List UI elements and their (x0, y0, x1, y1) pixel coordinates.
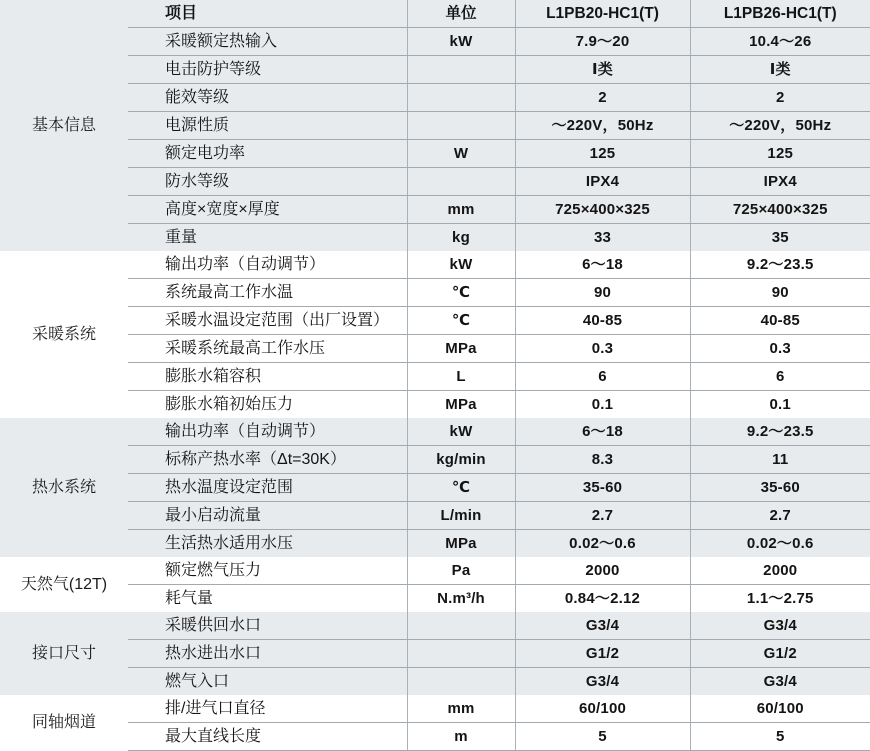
unit-cell (407, 612, 515, 640)
item-cell: 重量 (128, 224, 407, 252)
item-cell: 高度×宽度×厚度 (128, 196, 407, 224)
value-cell-model2: 60/100 (690, 695, 870, 723)
unit-cell: ℃ (407, 279, 515, 307)
column-header-model2: L1PB26-HC1(T) (690, 0, 870, 28)
value-cell-model1: 60/100 (515, 695, 690, 723)
value-cell-model2: 5 (690, 723, 870, 751)
item-cell: 采暖额定热输入 (128, 28, 407, 56)
value-cell-model2: Ⅰ类 (690, 56, 870, 84)
table-row (0, 391, 870, 419)
item-cell: 额定电功率 (128, 140, 407, 168)
item-cell: 采暖供回水口 (128, 612, 407, 640)
value-cell-model1: 35-60 (515, 474, 690, 502)
unit-cell (407, 640, 515, 668)
table-row (0, 28, 870, 56)
unit-cell: ℃ (407, 474, 515, 502)
value-cell-model1: 2 (515, 84, 690, 112)
value-cell-model1: 33 (515, 224, 690, 252)
value-cell-model1: 125 (515, 140, 690, 168)
value-cell-model2: ～220V，50Hz (690, 112, 870, 140)
unit-cell: mm (407, 196, 515, 224)
unit-cell (407, 112, 515, 140)
item-cell: 排/进气口直径 (128, 695, 407, 723)
unit-cell (407, 56, 515, 84)
item-cell: 最大直线长度 (128, 723, 407, 751)
unit-cell: Pa (407, 557, 515, 585)
value-cell-model2: 11 (690, 446, 870, 474)
value-cell-model2: 90 (690, 279, 870, 307)
column-header-item: 项目 (128, 0, 407, 28)
value-cell-model1: 2.7 (515, 502, 690, 530)
value-cell-model2: 40-85 (690, 307, 870, 335)
item-cell: 系统最高工作水温 (128, 279, 407, 307)
value-cell-model1: G3/4 (515, 668, 690, 696)
item-cell: 耗气量 (128, 585, 407, 613)
section-4 (0, 612, 870, 695)
unit-cell: MPa (407, 530, 515, 558)
column-header-unit: 单位 (407, 0, 515, 28)
table-row (0, 363, 870, 391)
item-cell: 额定燃气压力 (128, 557, 407, 585)
category-cell: 采暖系统 (0, 251, 128, 418)
section-5 (0, 695, 870, 751)
item-cell: 能效等级 (128, 84, 407, 112)
column-header-model1: L1PB20-HC1(T) (515, 0, 690, 28)
unit-cell: L/min (407, 502, 515, 530)
table-row (0, 196, 870, 224)
table-row (0, 502, 870, 530)
value-cell-model1: 90 (515, 279, 690, 307)
unit-cell: L (407, 363, 515, 391)
unit-cell: kg (407, 224, 515, 252)
unit-cell: kW (407, 28, 515, 56)
unit-cell: kW (407, 418, 515, 446)
unit-cell: mm (407, 695, 515, 723)
value-cell-model2: IPX4 (690, 168, 870, 196)
item-cell: 燃气入口 (128, 668, 407, 696)
table-row (0, 557, 870, 585)
table-row (0, 723, 870, 751)
value-cell-model2: 9.2～23.5 (690, 418, 870, 446)
table-row (0, 84, 870, 112)
table-row (0, 307, 870, 335)
section-1 (0, 251, 870, 418)
item-cell: 膨胀水箱初始压力 (128, 391, 407, 419)
unit-cell (407, 168, 515, 196)
table-row (0, 56, 870, 84)
table-row (0, 640, 870, 668)
value-cell-model2: 0.1 (690, 391, 870, 419)
unit-cell: W (407, 140, 515, 168)
category-cell: 基本信息 (0, 0, 128, 251)
value-cell-model2: 725×400×325 (690, 196, 870, 224)
value-cell-model1: 0.3 (515, 335, 690, 363)
value-cell-model1: 7.9～20 (515, 28, 690, 56)
value-cell-model1: 6～18 (515, 418, 690, 446)
value-cell-model1: ～220V，50Hz (515, 112, 690, 140)
table-row (0, 530, 870, 558)
value-cell-model1: G3/4 (515, 612, 690, 640)
category-cell: 热水系统 (0, 418, 128, 557)
table-row (0, 612, 870, 640)
value-cell-model1: 40-85 (515, 307, 690, 335)
category-cell: 天然气(12T) (0, 557, 128, 612)
item-cell: 采暖水温设定范围（出厂设置） (128, 307, 407, 335)
unit-cell (407, 668, 515, 696)
unit-cell: MPa (407, 391, 515, 419)
table-row (0, 446, 870, 474)
category-cell: 接口尺寸 (0, 612, 128, 695)
item-cell: 生活热水适用水压 (128, 530, 407, 558)
table-row (0, 140, 870, 168)
table-row (0, 335, 870, 363)
item-cell: 最小启动流量 (128, 502, 407, 530)
value-cell-model1: 2000 (515, 557, 690, 585)
unit-cell: MPa (407, 335, 515, 363)
value-cell-model2: 6 (690, 363, 870, 391)
item-cell: 膨胀水箱容积 (128, 363, 407, 391)
value-cell-model2: G3/4 (690, 612, 870, 640)
item-cell: 采暖系统最高工作水压 (128, 335, 407, 363)
value-cell-model2: 2000 (690, 557, 870, 585)
section-2 (0, 418, 870, 557)
table-row (0, 279, 870, 307)
item-cell: 热水进出水口 (128, 640, 407, 668)
value-cell-model1: IPX4 (515, 168, 690, 196)
value-cell-model1: 0.02～0.6 (515, 530, 690, 558)
value-cell-model1: 8.3 (515, 446, 690, 474)
item-cell: 热水温度设定范围 (128, 474, 407, 502)
unit-cell: kg/min (407, 446, 515, 474)
category-cell: 同轴烟道 (0, 695, 128, 751)
unit-cell: ℃ (407, 307, 515, 335)
item-cell: 电击防护等级 (128, 56, 407, 84)
item-cell: 电源性质 (128, 112, 407, 140)
unit-cell (407, 84, 515, 112)
value-cell-model1: 6～18 (515, 251, 690, 279)
value-cell-model1: 0.84～2.12 (515, 585, 690, 613)
header-row (0, 0, 870, 28)
value-cell-model1: 725×400×325 (515, 196, 690, 224)
value-cell-model2: 0.3 (690, 335, 870, 363)
value-cell-model2: 0.02～0.6 (690, 530, 870, 558)
unit-cell: N.m³/h (407, 585, 515, 613)
table-row (0, 695, 870, 723)
table-row (0, 112, 870, 140)
unit-cell: kW (407, 251, 515, 279)
value-cell-model1: 0.1 (515, 391, 690, 419)
value-cell-model1: 5 (515, 723, 690, 751)
unit-cell: m (407, 723, 515, 751)
table-row (0, 474, 870, 502)
value-cell-model2: G1/2 (690, 640, 870, 668)
item-cell: 标称产热水率（Δt=30K） (128, 446, 407, 474)
item-cell: 防水等级 (128, 168, 407, 196)
value-cell-model2: 9.2～23.5 (690, 251, 870, 279)
value-cell-model2: 2 (690, 84, 870, 112)
table-row (0, 251, 870, 279)
section-0 (0, 0, 870, 251)
value-cell-model2: G3/4 (690, 668, 870, 696)
table-row (0, 418, 870, 446)
table-row (0, 168, 870, 196)
value-cell-model2: 1.1～2.75 (690, 585, 870, 613)
value-cell-model2: 35-60 (690, 474, 870, 502)
value-cell-model1: G1/2 (515, 640, 690, 668)
value-cell-model1: Ⅰ类 (515, 56, 690, 84)
item-cell: 输出功率（自动调节） (128, 418, 407, 446)
table-row (0, 585, 870, 613)
value-cell-model2: 2.7 (690, 502, 870, 530)
table-row (0, 668, 870, 696)
value-cell-model2: 125 (690, 140, 870, 168)
table-row (0, 224, 870, 252)
item-cell: 输出功率（自动调节） (128, 251, 407, 279)
value-cell-model2: 10.4～26 (690, 28, 870, 56)
value-cell-model2: 35 (690, 224, 870, 252)
value-cell-model1: 6 (515, 363, 690, 391)
section-3 (0, 557, 870, 612)
